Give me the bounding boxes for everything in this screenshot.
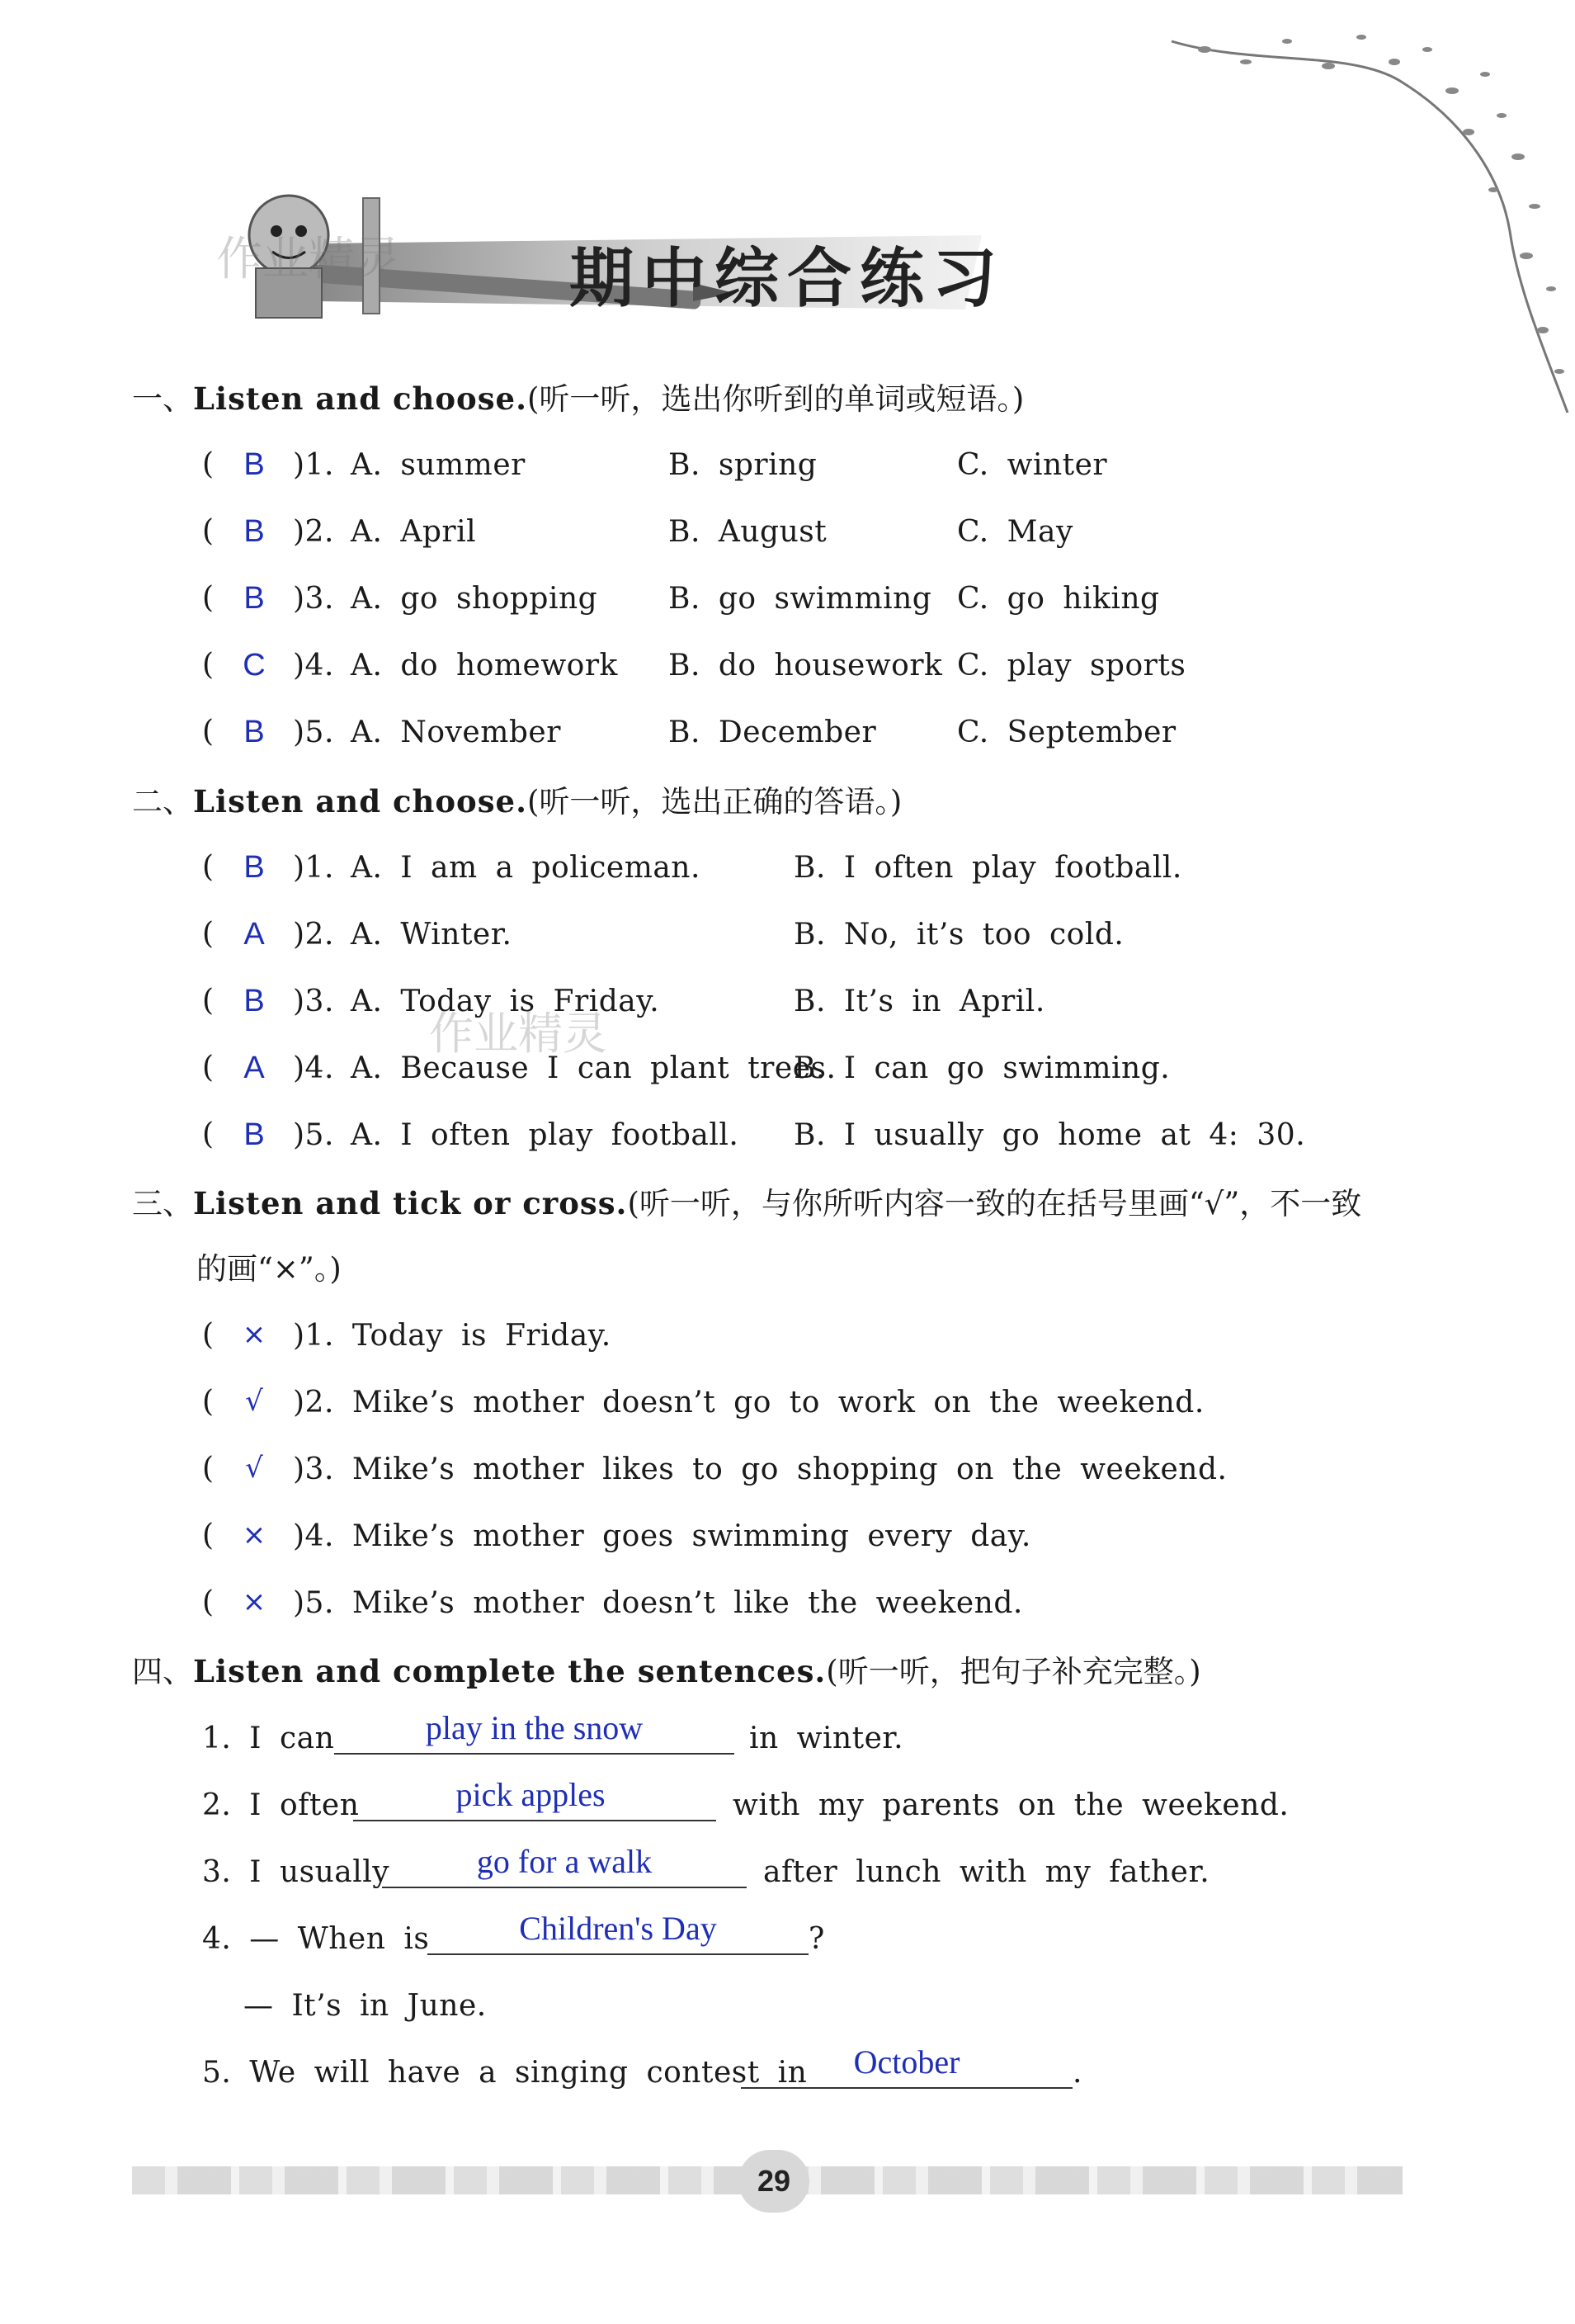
section3-heading-cn: (听一听，与你所听内容一致的在括号里画“√”，不一致 [627,1186,1362,1221]
sentence-start: 1. I can [202,1722,335,1755]
sentence-start: 4. — When is [202,1922,430,1956]
option-a: A. April [351,515,477,549]
section3-number: 三、 [132,1186,193,1221]
option-a: A. Winter. [351,918,512,952]
section1-number: 一、 [132,381,193,417]
sentence-start: — It’s in June. [243,1989,487,2023]
watermark-center: 作业精灵 [429,1008,607,1060]
answer-mark: √ [245,1385,263,1418]
option-a: A. Because I can plant trees. [351,1051,837,1085]
section2-heading-en: Listen and choose. [193,783,527,820]
sentence-end: after lunch with my father. [763,1855,1210,1889]
answer-paren-open: ( [202,1318,215,1352]
answer-paren-open: ( [202,581,215,615]
answer-mark: B [243,984,265,1018]
question-number: )3. [293,582,334,616]
handwritten-answer: October [853,2043,960,2081]
option-a: A. summer [351,448,526,482]
answer-paren-open: ( [202,917,215,951]
question-number: )4. [293,1051,334,1085]
answer-paren-open: ( [202,447,215,481]
answer-mark: × [242,1519,266,1552]
answer-paren-open: ( [202,715,215,749]
answer-paren-open: ( [202,850,215,884]
answer-mark: × [242,1585,266,1618]
statement-text: )3. Mike’s mother likes to go shopping on the weekend. [293,1452,1228,1486]
section4-heading [132,1652,1201,1691]
question-number: )5. [293,1118,334,1152]
section2-number: 二、 [132,784,193,820]
answer-mark: B [243,850,265,885]
option-b: B. December [668,716,877,749]
sentence-start: 3. I usually [202,1855,390,1889]
leaf-corner-decoration [1155,17,1575,479]
option-a: A. Today is Friday. [351,985,660,1018]
handwritten-answer: play in the snow [425,1709,644,1746]
statement-text: )1. Today is Friday. [293,1319,611,1353]
option-b: B. It’s in April. [794,985,1045,1018]
option-b: B. spring [668,448,818,482]
statement-text: )4. Mike’s mother goes swimming every day. [293,1519,1031,1553]
question-number: )2. [293,918,334,952]
watermark-logo: 作业精灵 [216,233,401,286]
answer-mark: √ [245,1452,263,1485]
question-number: )5. [293,716,334,749]
answer-paren-open: ( [202,1051,215,1084]
option-c: C. September [957,716,1177,749]
sentence-end: in winter. [749,1722,904,1755]
section3-heading-cont: 的画“×”。) [196,1251,342,1287]
section3-heading-en: Listen and tick or cross. [193,1185,628,1221]
answer-mark: A [243,917,265,952]
answer-paren-open: ( [202,648,215,682]
section4-heading-en: Listen and complete the sentences. [193,1653,827,1689]
option-a: A. I often play football. [351,1118,739,1152]
option-b: B. I can go swimming. [794,1051,1171,1085]
option-c: C. go hiking [957,582,1160,616]
sentence-start: 5. We will have a singing contest in [202,2056,808,2090]
answer-paren-open: ( [202,1452,215,1486]
option-b: B. do housework [668,649,943,683]
sentence-end: ? [809,1922,825,1956]
answer-mark: C [243,648,266,683]
question-number: )2. [293,515,334,549]
handwritten-answer: Children's Day [519,1910,717,1947]
option-c: C. winter [957,448,1108,482]
option-b: B. No, it’s too cold. [794,918,1125,952]
option-a: A. November [351,716,561,749]
answer-paren-open: ( [202,514,215,548]
section3-heading [132,1184,1361,1223]
option-a: A. go shopping [351,582,598,616]
answer-mark: B [243,715,265,749]
section4-number: 四、 [132,1654,193,1689]
sentence-end: with my parents on the weekend. [733,1788,1290,1822]
question-number: )4. [293,649,334,683]
page-title: 期中综合练习 [569,242,1006,316]
answer-paren-open: ( [202,1519,215,1552]
option-b: B. I usually go home at 4: 30. [794,1118,1306,1152]
option-b: B. August [668,515,828,549]
answer-paren-open: ( [202,1585,215,1619]
section2-heading [132,782,902,821]
question-number: )3. [293,985,334,1018]
answer-mark: B [243,447,265,482]
option-a: A. I am a policeman. [351,851,700,885]
answer-mark: B [243,581,265,616]
answer-paren-open: ( [202,984,215,1018]
answer-mark: × [242,1318,266,1351]
question-number: )1. [293,448,334,482]
section1-heading-cn: (听一听，选出你听到的单词或短语。) [526,381,1025,417]
question-number: )1. [293,851,334,885]
answer-paren-open: ( [202,1117,215,1151]
answer-mark: A [243,1051,265,1085]
section1-heading [132,380,1024,418]
section2-heading-cn: (听一听，选出正确的答语。) [526,784,903,820]
statement-text: )2. Mike’s mother doesn’t go to work on the weekend. [293,1386,1205,1419]
handwritten-answer: pick apples [455,1776,606,1813]
answer-mark: B [243,1117,265,1152]
option-b: B. I often play football. [794,851,1182,885]
page-number: 29 [738,2150,809,2213]
section4-heading-cn: (听一听，把句子补充完整。) [826,1654,1201,1689]
option-a: A. do homework [351,649,618,683]
sentence-end: . [1073,2056,1082,2090]
answer-paren-open: ( [202,1385,215,1419]
option-c: C. play sports [957,649,1186,683]
option-b: B. go swimming [668,582,932,616]
sentence-start: 2. I often [202,1788,360,1822]
handwritten-answer: go for a walk [476,1843,653,1880]
statement-text: )5. Mike’s mother doesn’t like the weekend. [293,1586,1023,1620]
section1-heading-en: Listen and choose. [193,380,527,417]
answer-mark: B [243,514,265,549]
option-c: C. May [957,515,1073,549]
